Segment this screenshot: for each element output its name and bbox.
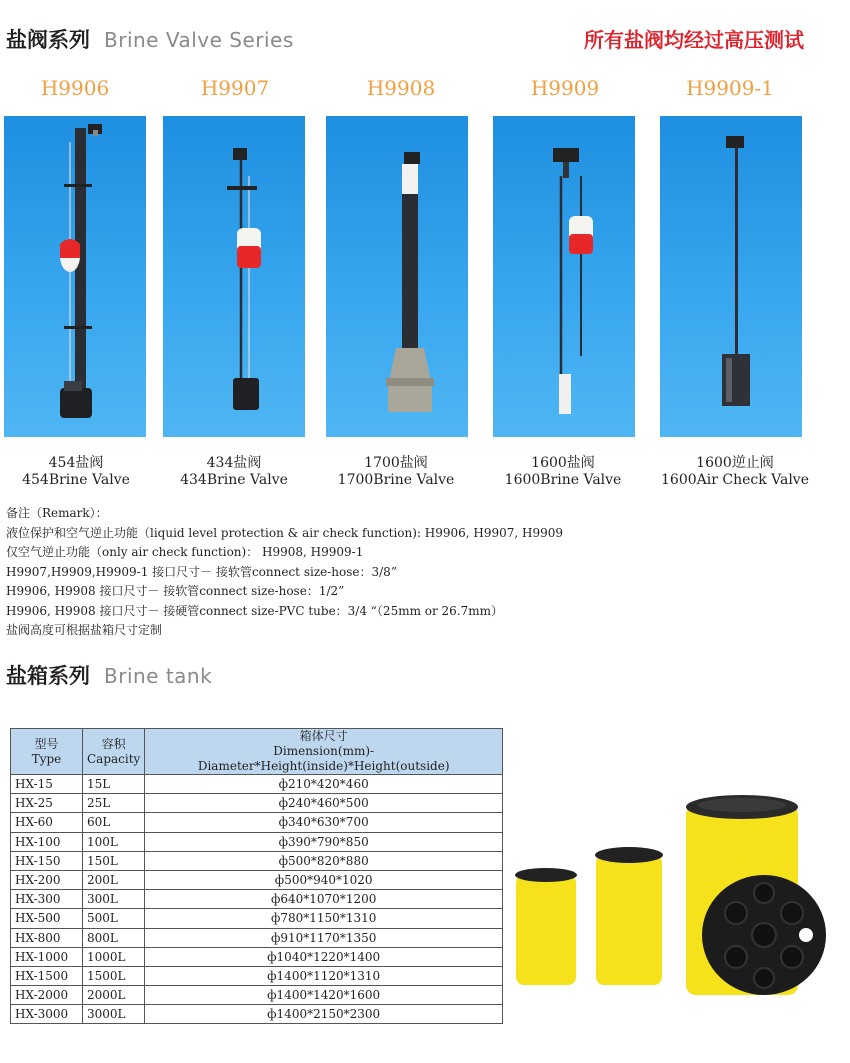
remark-line: 液位保护和空气逆止功能（liquid level protection & air check function): H9906, H9907, H9909 xyxy=(6,525,564,540)
cell-dimension: ф1400*2150*2300 xyxy=(145,1005,503,1024)
cell-dimension: ф910*1170*1350 xyxy=(145,928,503,947)
caption-cn-h9906: 454盐阀 xyxy=(48,455,104,471)
header-dimension-cn: 箱体尺寸 xyxy=(299,729,348,743)
cell-dimension: ф1400*1420*1600 xyxy=(145,986,503,1005)
valve-title-cn: 盐阀系列 xyxy=(6,28,90,52)
cell-type: HX-150 xyxy=(11,851,83,870)
caption-cn-h9909: 1600盐阀 xyxy=(531,455,595,471)
caption-en-h9907: 434Brine Valve xyxy=(180,472,288,488)
cell-capacity: 25L xyxy=(83,794,145,813)
cell-type: HX-200 xyxy=(11,870,83,889)
header-capacity xyxy=(83,729,145,775)
cell-type: HX-300 xyxy=(11,890,83,909)
cell-type: HX-800 xyxy=(11,928,83,947)
table-row xyxy=(11,851,503,870)
cell-dimension: ф390*790*850 xyxy=(145,832,503,851)
caption-cn-h9907: 434盐阀 xyxy=(206,455,262,471)
header-dimension xyxy=(145,729,503,775)
remark-line: 仅空气逆止功能（only air check function)： H9908, H9909-1 xyxy=(6,545,364,559)
caption-en-h9906: 454Brine Valve xyxy=(22,472,130,488)
model-label-h9909: H9909 xyxy=(530,76,600,100)
valve-section-title xyxy=(6,24,294,54)
cell-capacity: 60L xyxy=(83,813,145,832)
remark-heading: 备注（Remark）： xyxy=(6,506,108,520)
remarks-block xyxy=(6,504,563,641)
valve-photo-h9906 xyxy=(4,116,146,437)
cell-capacity: 15L xyxy=(83,775,145,794)
cell-capacity: 150L xyxy=(83,851,145,870)
header-type xyxy=(11,729,83,775)
cell-dimension: ф1400*1120*1310 xyxy=(145,966,503,985)
cell-capacity: 1000L xyxy=(83,947,145,966)
remark-line: H9906, H9908 接口尺寸－ 接软管connect size-hose：1/2” xyxy=(6,584,345,598)
cell-capacity: 3000L xyxy=(83,1005,145,1024)
cell-dimension: ф500*820*880 xyxy=(145,851,503,870)
remark-line: H9906, H9908 接口尺寸－ 接硬管connect size-PVC tube：3/4 “（25mm or 26.7mm） xyxy=(6,603,504,618)
cell-type: HX-3000 xyxy=(11,1005,83,1024)
model-label-h9907: H9907 xyxy=(200,76,270,100)
remark-line: H9907,H9909,H9909-1 接口尺寸－ 接软管connect size-hose：3/8” xyxy=(6,564,397,579)
cell-dimension: ф210*420*460 xyxy=(145,775,503,794)
caption-en-h9909: 1600Brine Valve xyxy=(504,472,622,488)
table-row xyxy=(11,1005,503,1024)
cell-capacity: 2000L xyxy=(83,986,145,1005)
cell-type: HX-500 xyxy=(11,909,83,928)
cell-dimension: ф500*940*1020 xyxy=(145,870,503,889)
cell-type: HX-100 xyxy=(11,832,83,851)
cell-capacity: 1500L xyxy=(83,966,145,985)
cell-type: HX-25 xyxy=(11,794,83,813)
cell-capacity: 800L xyxy=(83,928,145,947)
tank-section-title xyxy=(6,660,212,690)
valve-photo-h9909-1 xyxy=(660,116,802,437)
brine-tank-photo xyxy=(506,785,826,1010)
model-label-h9908: H9908 xyxy=(366,76,436,100)
header-type-cn: 型号 xyxy=(34,736,59,751)
table-row xyxy=(11,966,503,985)
cell-capacity: 300L xyxy=(83,890,145,909)
cell-dimension: ф240*460*500 xyxy=(145,794,503,813)
caption-en-h9909-1: 1600Air Check Valve xyxy=(661,472,809,488)
cell-type: HX-60 xyxy=(11,813,83,832)
valve-photo-h9909 xyxy=(493,116,635,437)
model-label-h9909-1: H9909-1 xyxy=(686,76,774,100)
cell-type: HX-2000 xyxy=(11,986,83,1005)
table-row xyxy=(11,775,503,794)
table-row xyxy=(11,947,503,966)
cell-dimension: ф780*1150*1310 xyxy=(145,909,503,928)
remark-line: 盐阀高度可根据盐箱尺寸定制 xyxy=(6,623,163,637)
cell-capacity: 200L xyxy=(83,870,145,889)
table-row xyxy=(11,890,503,909)
cell-capacity: 500L xyxy=(83,909,145,928)
header-type-en: Type xyxy=(31,751,62,766)
header-dimension-en: Dimension(mm)-Diameter*Height(inside)*Height(outside) xyxy=(197,744,450,773)
pressure-tested-note: 所有盐阀均经过高压测试 xyxy=(584,28,804,52)
table-row xyxy=(11,928,503,947)
valve-title-en: Brine Valve Series xyxy=(104,28,294,52)
tank-title-en: Brine tank xyxy=(104,664,213,688)
cell-type: HX-1500 xyxy=(11,966,83,985)
brine-tank-table xyxy=(10,728,503,1024)
caption-cn-h9908: 1700盐阀 xyxy=(364,455,428,471)
valve-photo-h9907 xyxy=(163,116,305,437)
cell-type: HX-15 xyxy=(11,775,83,794)
caption-en-h9908: 1700Brine Valve xyxy=(337,472,455,488)
header-capacity-en: Capacity xyxy=(87,751,141,766)
table-row xyxy=(11,794,503,813)
valve-photo-h9908 xyxy=(326,116,468,437)
cell-dimension: ф340*630*700 xyxy=(145,813,503,832)
model-label-h9906: H9906 xyxy=(40,76,110,100)
cell-type: HX-1000 xyxy=(11,947,83,966)
table-row xyxy=(11,870,503,889)
table-row xyxy=(11,986,503,1005)
cell-dimension: ф640*1070*1200 xyxy=(145,890,503,909)
header-capacity-cn: 容积 xyxy=(101,736,126,751)
table-header-row xyxy=(11,729,503,775)
cell-dimension: ф1040*1220*1400 xyxy=(145,947,503,966)
tank-title-cn: 盐箱系列 xyxy=(6,664,90,688)
table-row xyxy=(11,813,503,832)
caption-cn-h9909-1: 1600逆止阀 xyxy=(696,455,774,471)
table-row xyxy=(11,832,503,851)
table-row xyxy=(11,909,503,928)
cell-capacity: 100L xyxy=(83,832,145,851)
